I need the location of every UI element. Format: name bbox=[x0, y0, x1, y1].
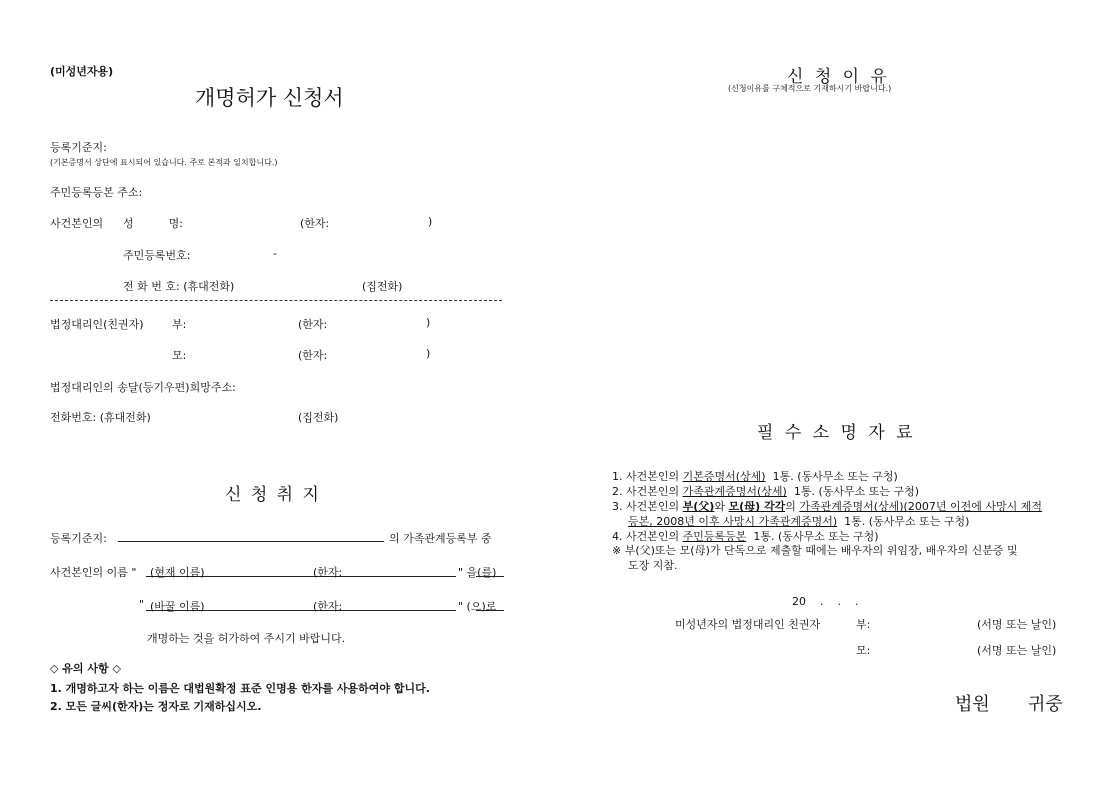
rep-address-label: 법정대리인의 송달(등기우편)희망주소: bbox=[50, 381, 236, 394]
date-text: 20 . . . bbox=[792, 595, 859, 608]
purpose-title: 신 청 취 지 bbox=[225, 485, 321, 505]
current-name-hanja-label: (한자: bbox=[313, 566, 343, 579]
permit-text: 개명하는 것을 허가하여 주시기 바랍니다. bbox=[147, 632, 346, 645]
name-hanja-close: ) bbox=[428, 215, 433, 228]
person-label: 사건본인의 bbox=[50, 217, 104, 230]
legal-rep-label: 법정대리인(친권자) bbox=[50, 318, 144, 331]
doc-item-2: 2. 사건본인의 가족관계증명서(상세) 1통. (동사무소 또는 구청) bbox=[612, 485, 920, 498]
current-name-prefix: 사건본인의 이름 " bbox=[50, 566, 137, 579]
name-label: 성 명: bbox=[123, 217, 183, 230]
reg-base-note: (기본증명서 상단에 표시되어 있습니다. 주로 본적과 일치합니다.) bbox=[50, 158, 278, 167]
section-divider bbox=[50, 300, 502, 301]
father-sign-text: (서명 또는 날인) bbox=[977, 618, 1057, 631]
court-label: 법원 bbox=[955, 694, 990, 715]
reason-title: 신 청 이 유 bbox=[787, 67, 890, 87]
current-name-suffix: " 을(를) bbox=[458, 566, 497, 579]
rrn-dash: - bbox=[273, 247, 277, 260]
doc-item-4: 4. 사건본인의 주민등록등본 1통. (동사무소 또는 구청) bbox=[612, 530, 879, 543]
home-phone-label: (집전화) bbox=[362, 280, 403, 293]
minor-tag: (미성년자용) bbox=[50, 65, 114, 78]
doc-item-1: 1. 사건본인의 기본증명서(상세) 1통. (동사무소 또는 구청) bbox=[612, 470, 898, 483]
doc-note: ※ 부(父)또는 모(母)가 단독으로 제출할 때에는 배우자의 위임장, 배우자의 신분증 및 bbox=[612, 544, 1018, 557]
doc-item-3-cont: 등본, 2008년 이후 사망시 가족관계증명서) 1통. (동사무소 또는 구청) bbox=[628, 515, 970, 528]
notice-item-1: 1. 개명하고자 하는 이름은 대법원확정 표준 인명용 한자를 사용하여야 합니다. bbox=[50, 682, 430, 695]
current-name-value: (현재 이름) bbox=[150, 566, 205, 579]
signer-mother-label: 모: bbox=[856, 644, 871, 657]
rep-home-phone-label: (집전화) bbox=[298, 411, 339, 424]
rep-phone-label: 전화번호: (휴대전화) bbox=[50, 411, 151, 424]
purpose-reg-base-label: 등록기준지: bbox=[50, 532, 107, 545]
father-hanja-close: ) bbox=[426, 316, 431, 329]
notice-item-2: 2. 모든 글씨(한자)는 정자로 기재하십시오. bbox=[50, 700, 262, 713]
phone-label: 전 화 번 호: (휴대전화) bbox=[123, 280, 235, 293]
mother-hanja-close: ) bbox=[426, 347, 431, 360]
doc-item-3: 3. 사건본인의 부(父)와 모(母) 각각의 가족관계증명서(상세)(2007년 이전에 사망시 제적 bbox=[612, 500, 1042, 513]
docs-title: 필 수 소 명 자 료 bbox=[757, 423, 916, 443]
reg-base-underline bbox=[118, 541, 384, 542]
new-name-hanja-label: (한자: bbox=[313, 600, 343, 613]
mother-hanja-label: (한자: bbox=[298, 349, 328, 362]
new-name-value: (바꿀 이름) bbox=[150, 600, 205, 613]
new-suffix-underline bbox=[476, 610, 504, 611]
signer-label: 미성년자의 법정대리인 친권자 bbox=[675, 618, 821, 631]
notice-title: ◇ 유의 사항 ◇ bbox=[50, 662, 121, 675]
new-name-prefix: " bbox=[139, 598, 145, 611]
resident-address-label: 주민등록등본 주소: bbox=[50, 186, 143, 199]
purpose-reg-suffix: 의 가족관계등록부 중 bbox=[389, 532, 492, 545]
doc-note-cont: 도장 지참. bbox=[628, 559, 678, 572]
father-hanja-label: (한자: bbox=[298, 318, 328, 331]
reason-note: (신청이유를 구체적으로 기재하시기 바랍니다.) bbox=[728, 84, 892, 93]
current-suffix-underline bbox=[476, 576, 504, 577]
signer-father-label: 부: bbox=[856, 618, 871, 631]
reg-base-label: 등록기준지: bbox=[50, 141, 107, 154]
father-label: 부: bbox=[172, 318, 187, 331]
mother-label: 모: bbox=[172, 349, 187, 362]
new-name-suffix: " (으)로 bbox=[458, 600, 497, 613]
rrn-label: 주민등록번호: bbox=[123, 249, 191, 262]
name-hanja-label: (한자: bbox=[300, 217, 330, 230]
mother-sign-text: (서명 또는 날인) bbox=[977, 644, 1057, 657]
form-title: 개명허가 신청서 bbox=[195, 86, 344, 110]
court-suffix: 귀중 bbox=[1028, 694, 1063, 715]
